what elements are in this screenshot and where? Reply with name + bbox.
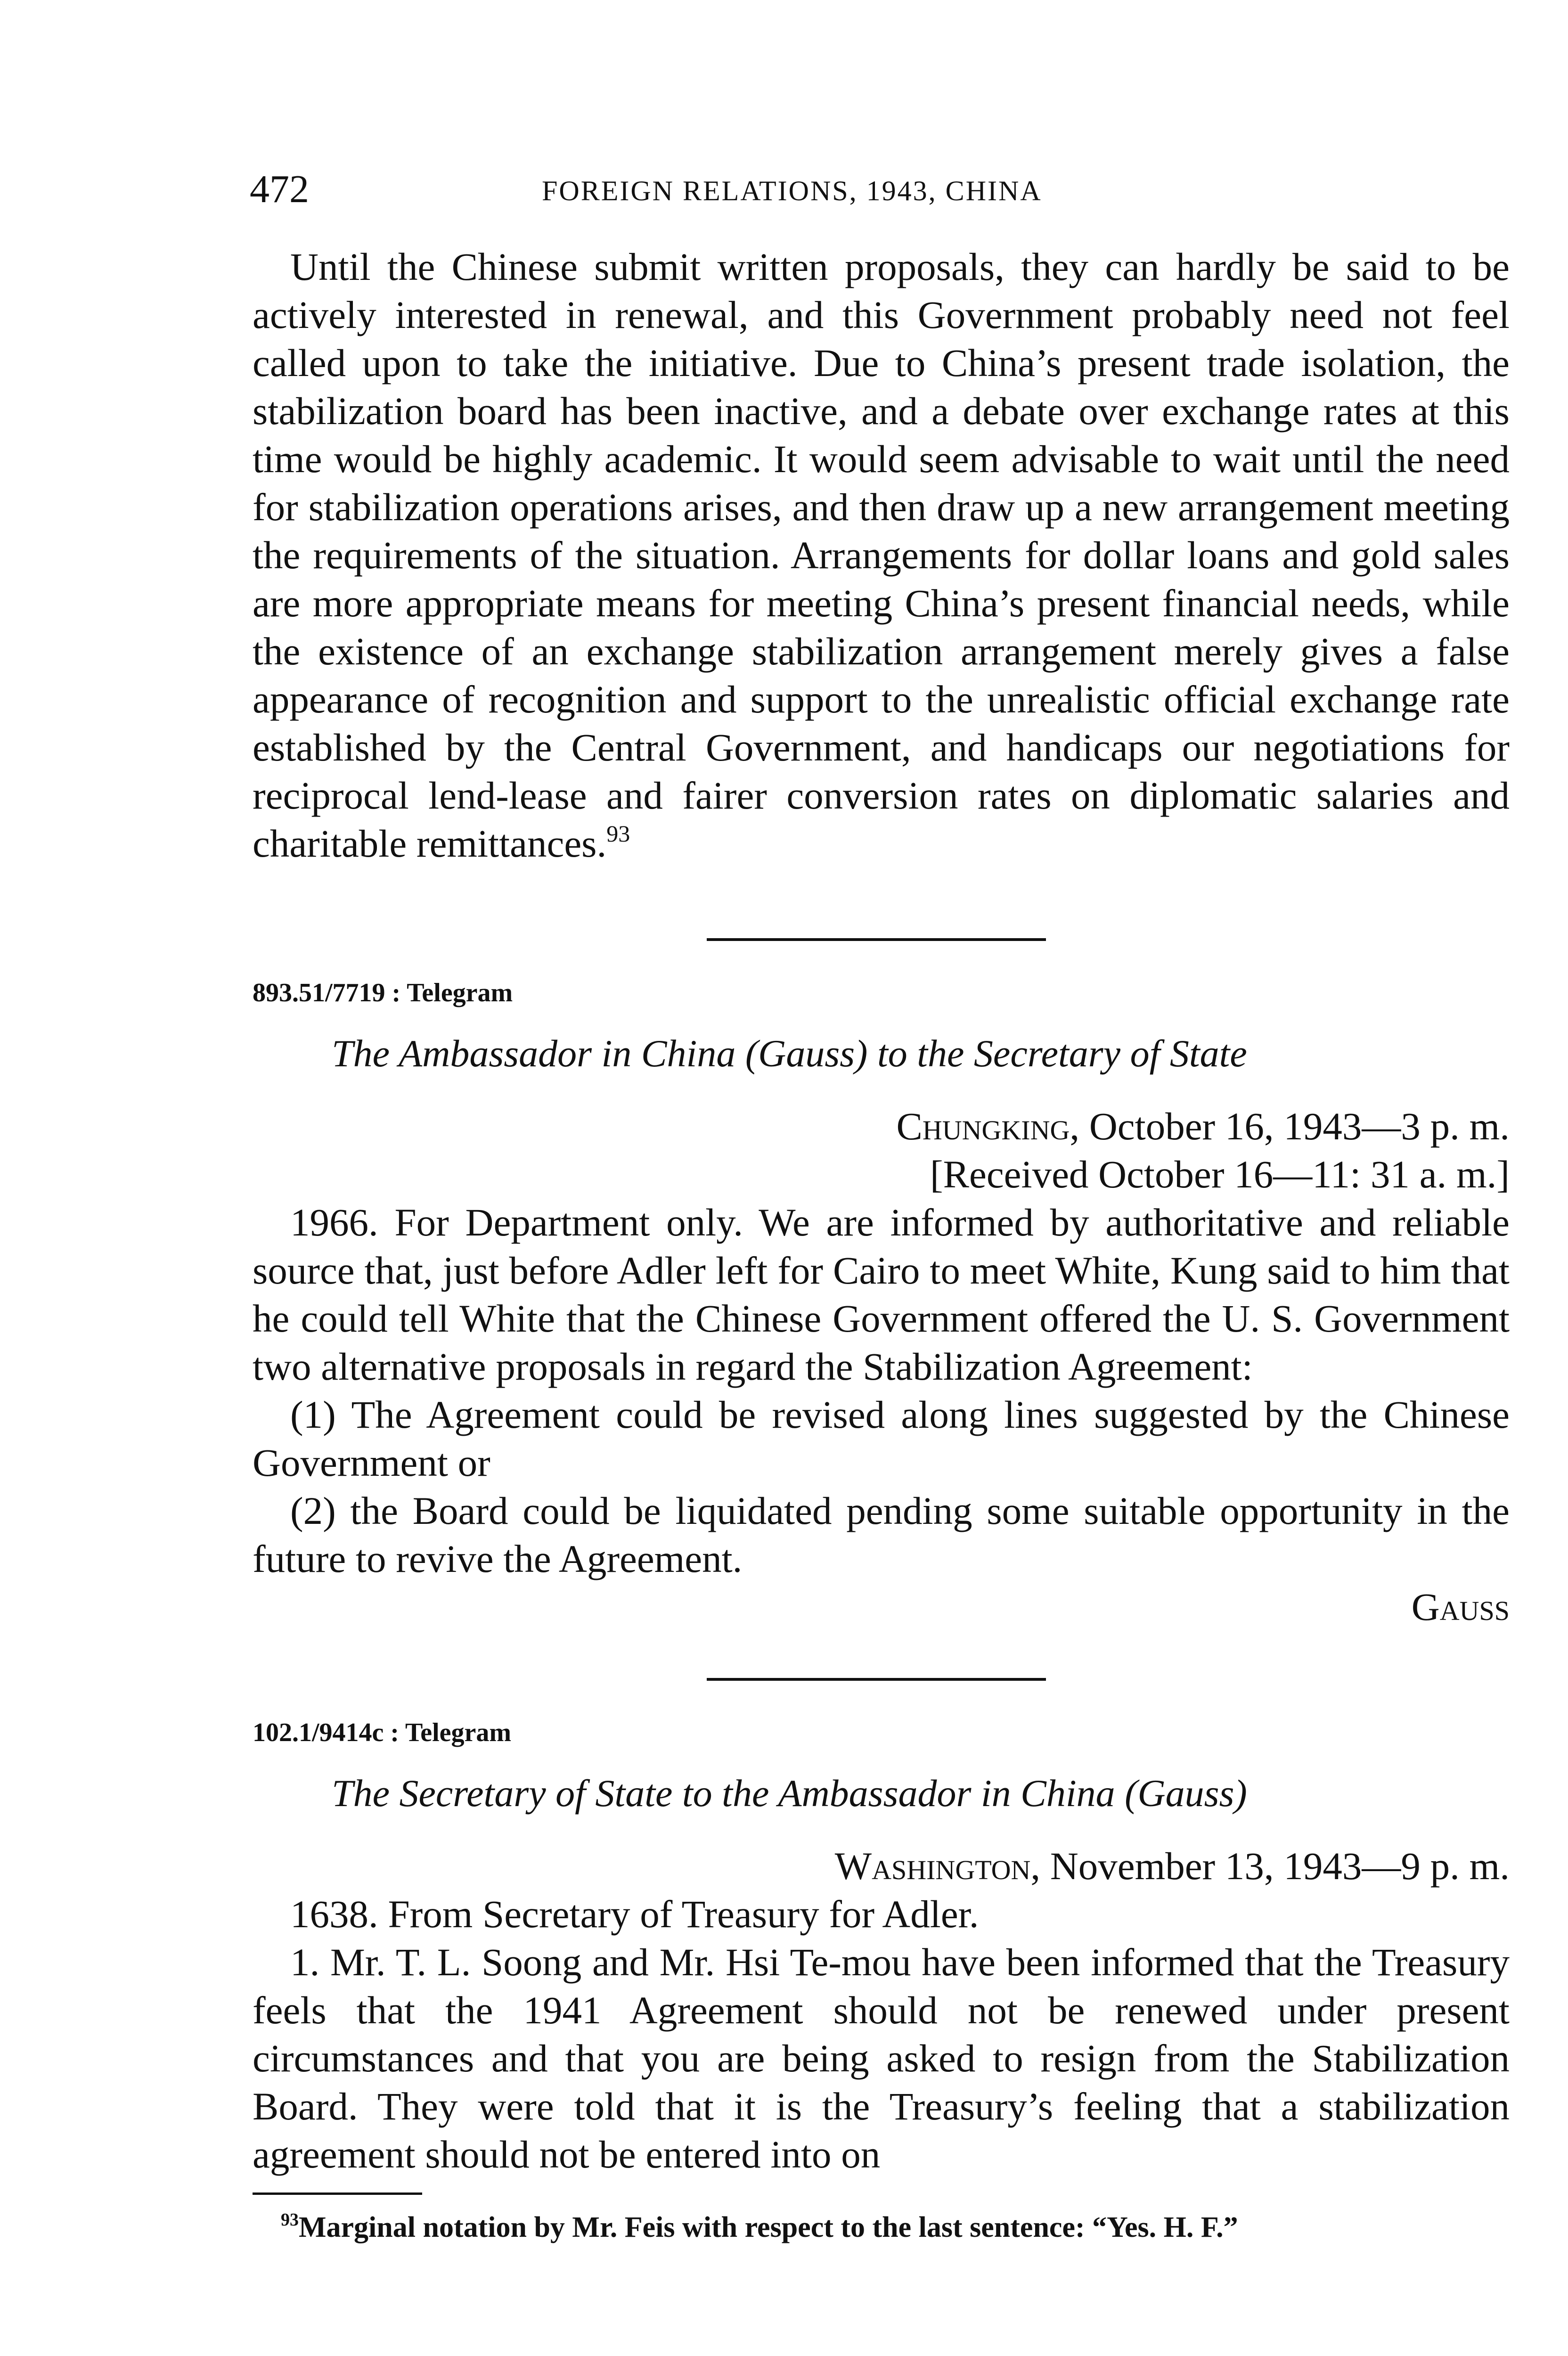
footnote-divider	[253, 2192, 422, 2195]
dateline-place: Washington,	[834, 1844, 1041, 1888]
document-title: The Secretary of State to the Ambassador in China (Gauss)	[332, 1772, 1247, 1815]
telegram-paragraph: 1638. From Secretary of Treasury for Adler.	[290, 1892, 979, 1936]
footnote	[281, 2206, 1510, 2249]
intro-text: Until the Chinese submit written proposals, they can hardly be said to be actively interested in renewal, and this Government probably need not feel called upon to take the initiative. Due to China’s present trade isolation, the stabilization board has been inactive, and a debate over exchange rates at this time would be highly academic. It would seem advisable to wait until the need for stabilization operations arises, and then draw up a new arrangement meeting the requirements of the situation. Arrangements for dollar loans and gold sales are more appropriate means for meeting China’s present financial needs, while the existence of an exchange stabilization arrangement merely gives a false appearance of recognition and support to the unrealistic official exchange rate established by the Central Government, and handicaps our negotiations for reciprocal lend-lease and fairer conversion rates on diplomatic salaries and charitable remittances.	[253, 245, 1510, 865]
telegram-paragraph: (1) The Agreement could be revised along lines suggested by the Chinese Government or	[253, 1393, 1510, 1484]
document-title: The Ambassador in China (Gauss) to the Secretary of State	[332, 1032, 1247, 1075]
intro-paragraph	[253, 243, 1510, 867]
section-divider	[707, 1678, 1046, 1681]
telegram-paragraph: 1. Mr. T. L. Soong and Mr. Hsi Te-mou have been informed that the Treasury feels that the 1941 Agreement should not be renewed under present circumstances and that you are being asked to resign from the Stabilization Board. They were told that it is the Treasury’s feeling that a stabilization agreement should not be entered into on	[253, 1940, 1510, 2176]
telegram-paragraph: (2) the Board could be liquidated pending some suitable opportunity in the future to revive the Agreement.	[253, 1489, 1510, 1580]
dateline-place: Chungking,	[896, 1104, 1080, 1148]
footnote-number: 93	[281, 2210, 299, 2230]
page-number: 472	[250, 167, 309, 211]
dateline-date: October 16, 1943—3 p. m.	[1089, 1104, 1510, 1148]
footnote-text: Marginal notation by Mr. Feis with respect to the last sentence: “Yes. H. F.”	[299, 2211, 1238, 2243]
file-reference: 893.51/7719 : Telegram	[253, 978, 513, 1007]
running-head: FOREIGN RELATIONS, 1943, CHINA	[542, 175, 1042, 206]
section-divider	[707, 938, 1046, 941]
dateline	[253, 1102, 1510, 1150]
signature: Gauss	[1411, 1585, 1510, 1628]
file-reference: 102.1/9414c : Telegram	[253, 1718, 512, 1747]
footnote-reference: 93	[606, 820, 630, 847]
dateline	[253, 1842, 1510, 1890]
page-header	[250, 166, 1512, 213]
received-line: [Received October 16—11: 31 a. m.]	[930, 1153, 1510, 1196]
page-content	[253, 243, 1510, 2249]
telegram-paragraph: 1966. For Department only. We are informed by authoritative and reliable source that, just before Adler left for Cairo to meet White, Kung said to him that he could tell White that the Chinese Government offered the U. S. Government two alternative proposals in regard the Stabilization Agreement:	[253, 1201, 1510, 1388]
dateline-date: November 13, 1943—9 p. m.	[1050, 1844, 1510, 1888]
